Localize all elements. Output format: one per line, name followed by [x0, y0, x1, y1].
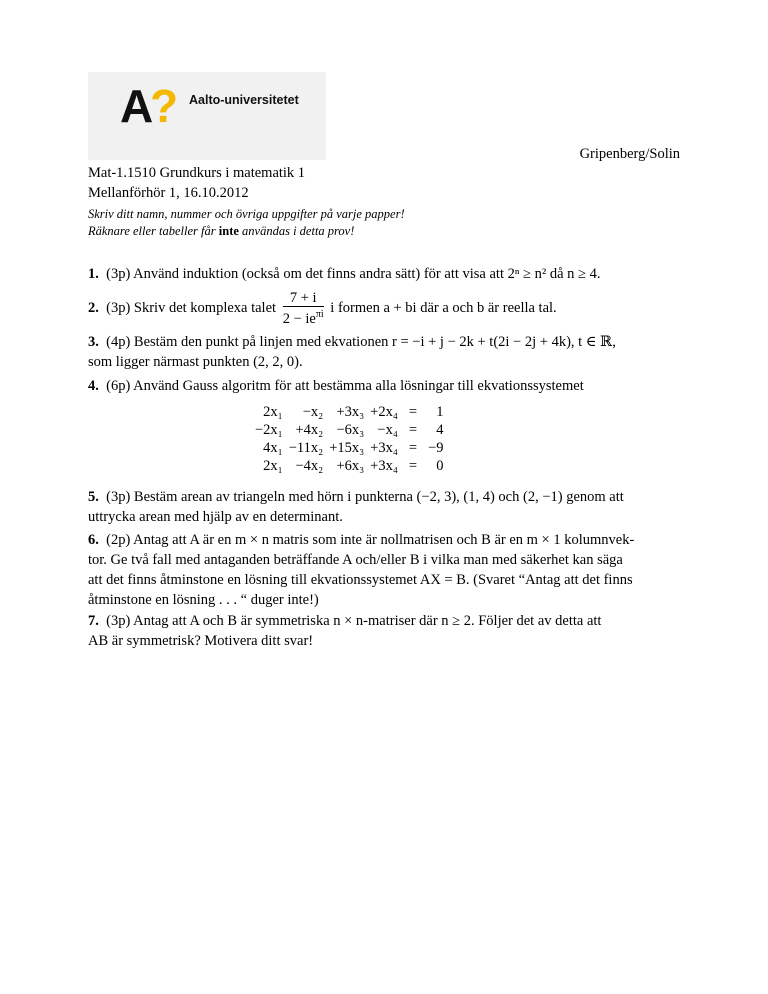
- question-5: 5. (3p) Bestäm arean av triangeln med hörn i punkterna (−2, 3), (1, 4) och (2, −1) genom att uttrycka arean med hjälp av en determinant.: [88, 489, 624, 525]
- aalto-logo-question-mark: ?: [150, 80, 179, 132]
- equation-row: −2x₁ +4x₂ −6x₃ −x₄ = 4: [255, 422, 444, 438]
- question-3: 3. (4p) Bestäm den punkt på linjen med ekvationen r = −i + j − 2k + t(2i − 2j + 4k), t ∈ ℝ, som ligger närmast punkten (2, 2, 0).: [88, 334, 616, 370]
- course-title: Mat-1.1510 Grundkurs i matematik 1: [88, 165, 306, 181]
- equation-row: 2x₁ −x₂ +3x₃ +2x₄ = 1: [263, 404, 444, 420]
- instruction-1: Skriv ditt namn, nummer och övriga uppgifter på varje papper!: [88, 207, 405, 221]
- question-6: 6. (2p) Antag att A är en m × n matris som inte är nollmatrisen och B är en m × 1 kolumnvek- tor. Ge två fall med antaganden beträffande A och/eller B i vilka man med säkerhet kan säga att det finns åtminstone en lösning till ekvationssystemet AX = B. (Svaret “Antag att det finns åtminstone en lösning . . . “ duger inte!): [88, 532, 635, 608]
- exam-title: Mellanförhör 1, 16.10.2012: [88, 185, 249, 201]
- equation-row: 4x₁ −11x₂ +15x₃ +3x₄ = −9: [263, 440, 444, 456]
- authors: Gripenberg/Solin: [579, 146, 680, 162]
- question-2: 2. (3p) Skriv det komplexa talet $\frac{7 + i}{2 - ie^{\pi i}}$ i formen a + bi där a och b är reella tal.: [88, 290, 557, 327]
- aalto-logo-a: A: [120, 80, 154, 132]
- instruction-emphasis: inte: [218, 224, 239, 238]
- question-1: 1. (3p) Använd induktion (också om det finns andra sätt) för att visa att 2ⁿ ≥ n² då n ≥ 4.: [88, 266, 601, 282]
- instruction-2: Räknare eller tabeller får inte användas i detta prov!: [88, 224, 355, 238]
- complex-fraction: $\frac{7 + i}{2 - ie^{\pi i}}$: [282, 290, 324, 327]
- equation-row: 2x₁ −4x₂ +6x₃ +3x₄ = 0: [263, 458, 444, 474]
- equation-system: [252, 403, 447, 475]
- question-4: 4. (6p) Använd Gauss algoritm för att bestämma alla lösningar till ekvationssystemet: [88, 378, 584, 394]
- university-name: Aalto-universitetet: [189, 93, 299, 107]
- question-7: 7. (3p) Antag att A och B är symmetriska n × n-matriser där n ≥ 2. Följer det av detta att AB är symmetrisk? Motivera ditt svar!: [88, 613, 602, 649]
